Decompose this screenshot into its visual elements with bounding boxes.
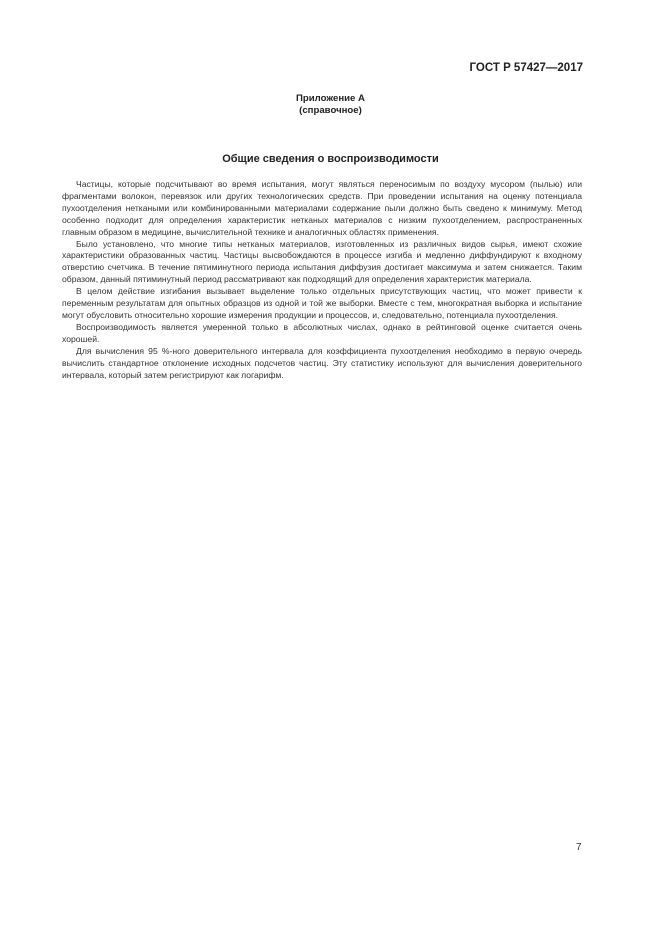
- annex-type: (справочное): [299, 105, 362, 116]
- paragraph: Для вычисления 95 %-ного доверительного интервала для коэффициента пухоотделения необходимо в первую очередь вычислить стандартное отклонение исходных подсчетов частиц. Эту статистику используют для вычисления доверительного интервала, который затем регистрируют как логарифм.: [62, 345, 582, 380]
- section-body: [62, 179, 582, 381]
- paragraph: Частицы, которые подсчитывают во время испытания, могут являться переносимым по воздуху мусором (пылью) или фрагментами волокон, перевязок или других технологических средств. При проведении испытания на оценку потенциала пухоотделения неткаными или комбинированными материалами содержание пыли должно быть сведено к минимуму. Метод особенно подходит для определения характеристик нетканых материалов с низким пухоотделением, распространенных главным образом в медицине, вычислительной технике и аналогичных областях применения.: [62, 179, 582, 237]
- paragraph: Воспроизводимость является умеренной только в абсолютных числах, однако в рейтинговой оценке считается очень хорошей.: [62, 321, 582, 344]
- page-number: 7: [576, 842, 582, 853]
- annex-heading: [0, 93, 661, 117]
- standard-id-header: ГОСТ Р 57427—2017: [469, 62, 583, 74]
- annex-label: Приложение А: [296, 93, 365, 104]
- paragraph: Было установлено, что многие типы нетканых материалов, изготовленных из различных видов сырья, имеют схожие характеристики образованных частиц. Частицы высвобождаются в процессе изгиба и медленно диффундируют к входному отверстию счетчика. В течение пятиминутного периода испытания диффузия достигает максимума и затем снижается. Таким образом, данный пятиминутный период рассматривают как подходящий для определения характеристик материала.: [62, 238, 582, 285]
- section-title: Общие сведения о воспроизводимости: [222, 153, 439, 165]
- paragraph: В целом действие изгибания вызывает выделение только отдельных присутствующих частиц, что может привести к переменным результатам для опытных образцов из одной и той же выборки. Вместе с тем, многократная выборка и испытание могут обусловить относительно хорошие измерения продукции и процессов, и, следовательно, потенциала пухоотделения.: [62, 286, 582, 320]
